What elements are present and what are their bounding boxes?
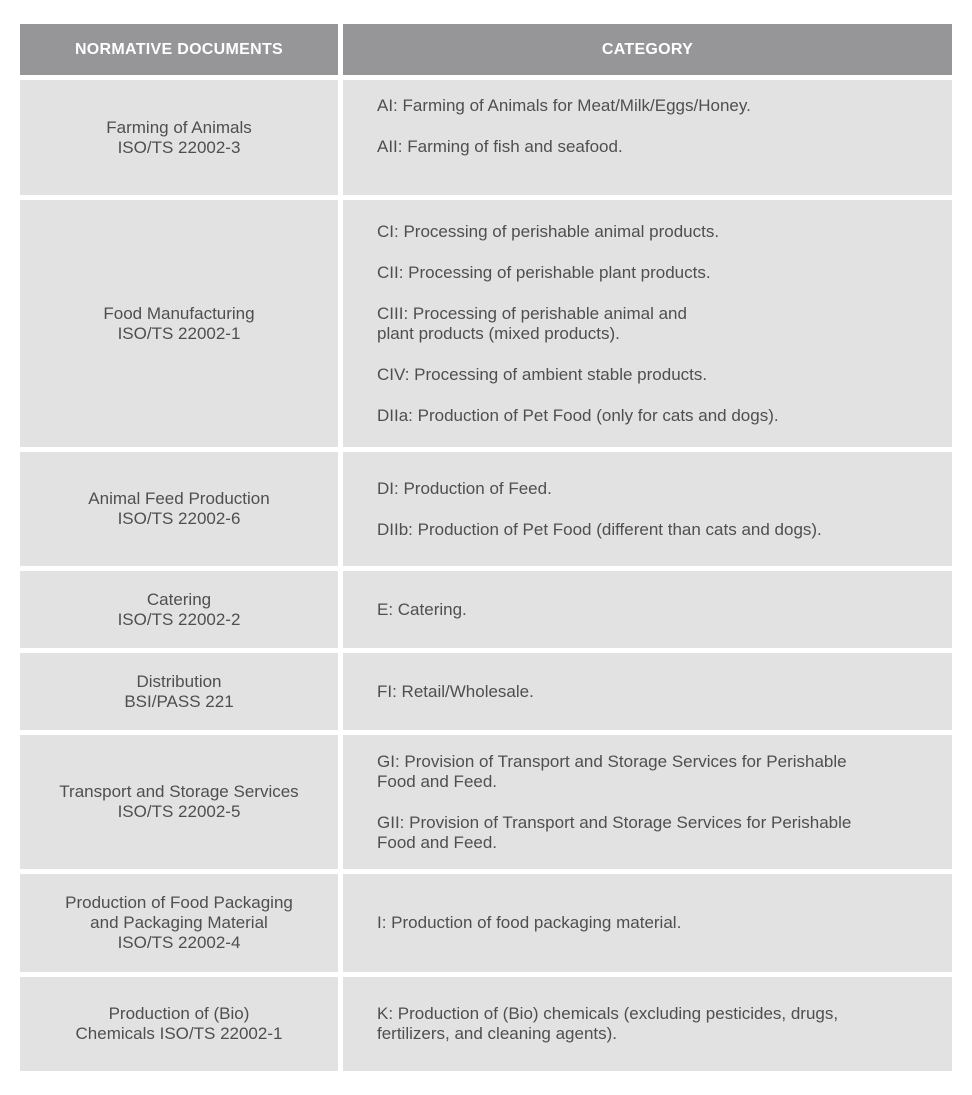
category-entry: CII: Processing of perishable plant products. bbox=[377, 262, 711, 282]
category-cell bbox=[343, 200, 952, 447]
normative-document-cell bbox=[20, 571, 338, 648]
document-name: Farming of Animals bbox=[106, 117, 252, 137]
category-entry: CIII: Processing of perishable animal and plant products (mixed products). bbox=[377, 303, 687, 343]
category-entry: DI: Production of Feed. bbox=[377, 478, 552, 498]
category-entry: CIV: Processing of ambient stable products. bbox=[377, 364, 708, 384]
normative-document-cell bbox=[20, 80, 338, 195]
category-cell bbox=[343, 735, 952, 869]
table-row bbox=[20, 200, 952, 447]
header-category: CATEGORY bbox=[343, 24, 952, 75]
document-name: Production of Food Packaging bbox=[65, 893, 293, 912]
category-entry: DIIa: Production of Pet Food (only for cats and dogs). bbox=[377, 405, 779, 425]
category-cell bbox=[343, 571, 952, 648]
document-standard: ISO/TS 22002-4 bbox=[117, 933, 241, 952]
category-entry: K: Production of (Bio) chemicals (excluding pesticides, drugs, fertilizers, and cleaning agents). bbox=[377, 1004, 839, 1043]
normative-document-cell bbox=[20, 452, 338, 566]
table-row bbox=[20, 735, 952, 869]
document-name: Transport and Storage Services bbox=[59, 782, 299, 801]
category-entry: AI: Farming of Animals for Meat/Milk/Eggs/Honey. bbox=[377, 96, 751, 115]
category-entry: AII: Farming of fish and seafood. bbox=[377, 137, 623, 156]
document-name: Catering bbox=[146, 589, 212, 609]
category-entry: CI: Processing of perishable animal products. bbox=[377, 221, 720, 241]
category-entry: E: Catering. bbox=[377, 599, 467, 619]
document-standard: ISO/TS 22002-2 bbox=[117, 609, 241, 629]
document-standard: BSI/PASS 221 bbox=[124, 691, 234, 711]
document-standard: ISO/TS 22002-3 bbox=[117, 137, 241, 157]
category-cell bbox=[343, 80, 952, 195]
normative-document-cell bbox=[20, 200, 338, 447]
table-row bbox=[20, 977, 952, 1071]
header-normative-documents: NORMATIVE DOCUMENTS bbox=[20, 24, 338, 75]
document-name: Food Manufacturing bbox=[103, 303, 255, 323]
document-name: Production of (Bio) bbox=[108, 1004, 250, 1023]
document-name-continued: and Packaging Material bbox=[90, 913, 268, 932]
category-table bbox=[20, 24, 952, 1071]
normative-document-cell bbox=[20, 735, 338, 869]
normative-document-cell bbox=[20, 977, 338, 1071]
category-cell bbox=[343, 874, 952, 972]
normative-document-cell bbox=[20, 653, 338, 730]
table-row bbox=[20, 80, 952, 195]
document-standard: Chemicals ISO/TS 22002-1 bbox=[75, 1024, 283, 1043]
table-row bbox=[20, 653, 952, 730]
table-row bbox=[20, 571, 952, 648]
category-cell bbox=[343, 452, 952, 566]
document-name: Distribution bbox=[136, 671, 222, 691]
category-entry: GI: Provision of Transport and Storage Services for Perishable Food and Feed. bbox=[377, 751, 847, 791]
table-header-row bbox=[20, 24, 952, 75]
document-name: Animal Feed Production bbox=[88, 489, 270, 508]
document-standard: ISO/TS 22002-1 bbox=[117, 323, 241, 343]
category-cell bbox=[343, 977, 952, 1071]
document-standard: ISO/TS 22002-5 bbox=[117, 802, 241, 821]
category-entry: DIIb: Production of Pet Food (different than cats and dogs). bbox=[377, 519, 822, 539]
document-standard: ISO/TS 22002-6 bbox=[117, 509, 241, 528]
category-entry: I: Production of food packaging material. bbox=[377, 913, 682, 932]
normative-document-cell bbox=[20, 874, 338, 972]
category-entry: GII: Provision of Transport and Storage Services for Perishable Food and Feed. bbox=[377, 812, 852, 852]
table-row bbox=[20, 452, 952, 566]
table-row bbox=[20, 874, 952, 972]
category-cell bbox=[343, 653, 952, 730]
category-entry: FI: Retail/Wholesale. bbox=[377, 681, 534, 701]
